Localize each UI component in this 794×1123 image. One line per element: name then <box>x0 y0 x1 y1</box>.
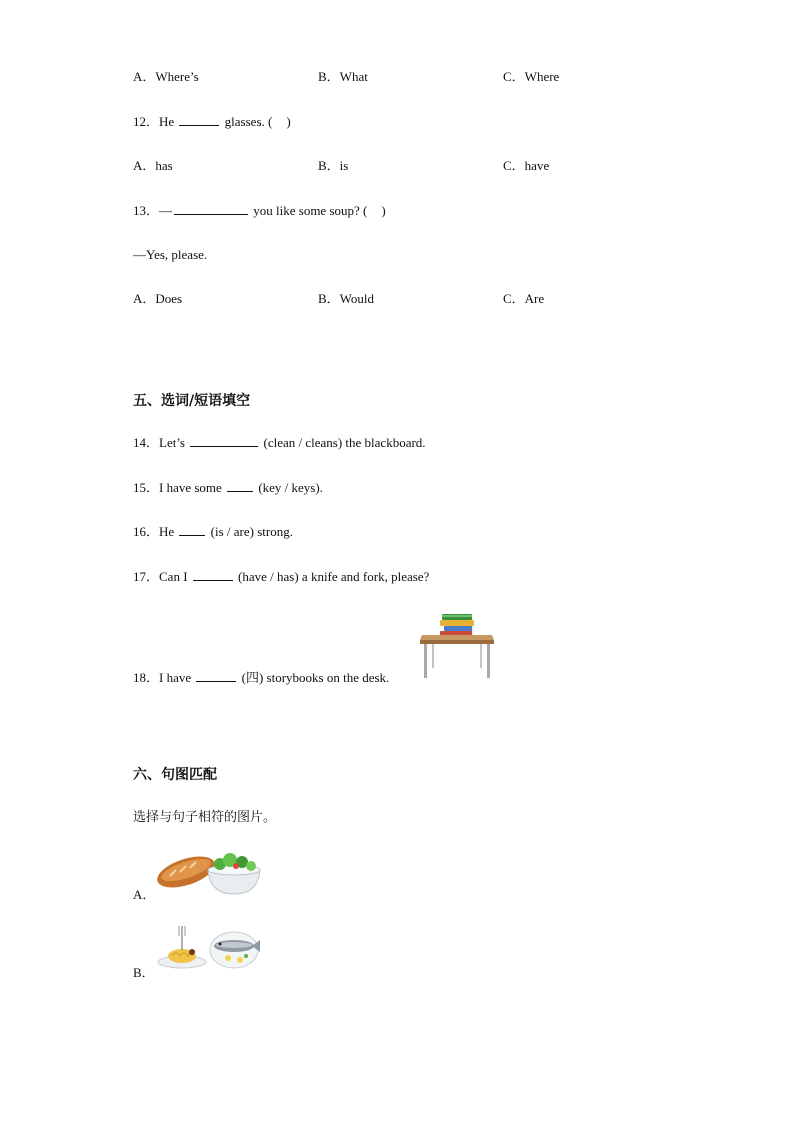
q18-blank[interactable] <box>196 670 236 682</box>
section-5-title: 五、选词/短语填空 <box>133 393 251 409</box>
books-on-desk-image <box>418 612 496 680</box>
q18-stem <box>133 670 389 686</box>
q12-option-c: C．have <box>503 158 550 173</box>
q15-stem <box>133 480 323 496</box>
bread-and-salad-image <box>156 848 262 898</box>
q18-prefix: 18．I have <box>133 670 192 685</box>
q13-option-b: B．Would <box>318 291 375 306</box>
section-6-instruction: 选择与句子相符的图片。 <box>133 810 277 825</box>
q13-option-c: C．Are <box>503 291 545 306</box>
q15-blank[interactable] <box>227 480 253 492</box>
q14-stem <box>133 435 426 451</box>
q12-text: glasses. ( <box>224 114 273 129</box>
match-option-a-label: A． <box>133 887 156 902</box>
q16-suffix: (is / are) strong. <box>210 524 293 539</box>
q13-paren-close: ) <box>381 203 386 218</box>
q12-option-a: A．has <box>133 158 173 173</box>
q16-stem <box>133 524 293 540</box>
q15-prefix: 15．I have some <box>133 480 222 495</box>
q12-paren-close: ) <box>286 114 291 129</box>
q16-prefix: 16．He <box>133 524 175 539</box>
q16-blank[interactable] <box>179 524 205 536</box>
q17-stem <box>133 569 429 585</box>
q12-number: 12．He <box>133 114 175 129</box>
q17-blank[interactable] <box>193 569 233 581</box>
q13-text: you like some soup? ( <box>253 203 368 218</box>
q11-option-b: B．What <box>318 69 368 84</box>
q13-option-a: A．Does <box>133 291 183 306</box>
match-option-b-label: B． <box>133 965 155 980</box>
q14-prefix: 14．Let’s <box>133 435 185 450</box>
q13-reply: —Yes, please. <box>133 247 208 262</box>
q17-prefix: 17．Can I <box>133 569 188 584</box>
q14-suffix: (clean / cleans) the blackboard. <box>263 435 426 450</box>
q12-blank[interactable] <box>179 114 219 126</box>
q18-suffix: (四) storybooks on the desk. <box>241 670 390 685</box>
q17-suffix: (have / has) a knife and fork, please? <box>238 569 430 584</box>
section-6-title: 六、句图匹配 <box>133 767 217 783</box>
q13-number: 13．— <box>133 203 173 218</box>
q11-option-a: A．Where’s <box>133 69 199 84</box>
q14-blank[interactable] <box>190 435 258 447</box>
q12-option-b: B．is <box>318 158 349 173</box>
q13-blank[interactable] <box>174 203 248 215</box>
q13-stem <box>133 203 386 219</box>
noodles-and-fish-image <box>156 922 262 972</box>
q11-option-c: C．Where <box>503 69 560 84</box>
q12-stem <box>133 114 291 130</box>
q15-suffix: (key / keys). <box>258 480 323 495</box>
